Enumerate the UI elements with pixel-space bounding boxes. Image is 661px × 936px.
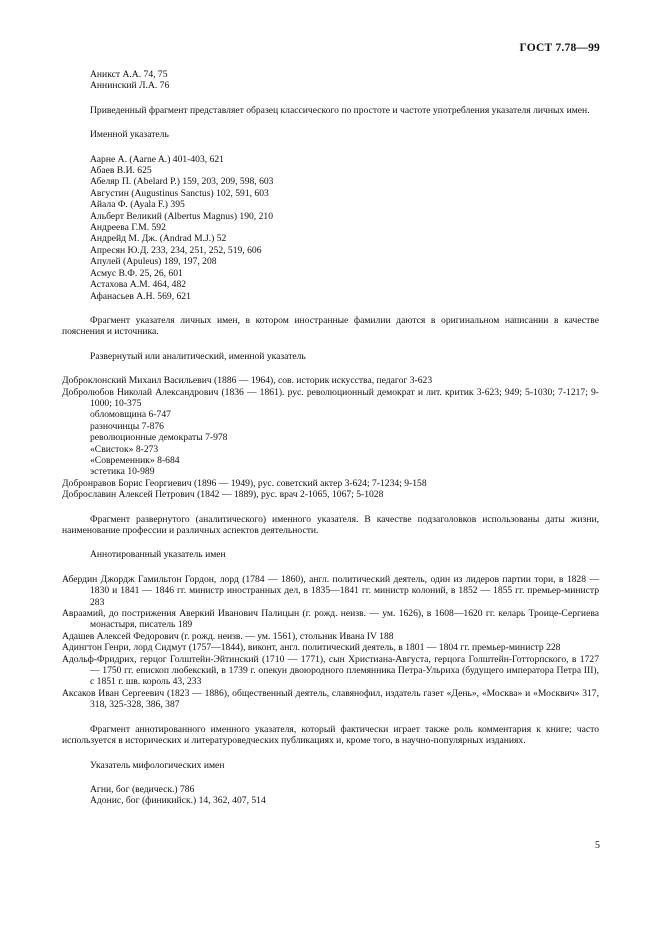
page-content <box>62 69 599 807</box>
section-heading: Развернутый или аналитический, именной указатель <box>90 350 306 362</box>
explanatory-note: Фрагмент указателя личных имен, в котором иностранные фамилии даются в оригинальном написании в качестве пояснения и источника. <box>62 314 599 338</box>
index-entry: Апулей (Apuleus) 189, 197, 208 <box>90 256 217 268</box>
index-entry: Андреева Г.М. 592 <box>90 222 166 234</box>
standard-header: ГОСТ 7.78—99 <box>519 42 600 54</box>
index-entry: Афанасьев А.Н. 569, 621 <box>90 290 191 302</box>
index-entry: Аарне А. (Aarne A.) 401-403, 621 <box>90 153 224 165</box>
index-entry: Добролюбов Николай Александрович (1836 — 1861). рус. революционный демократ и лит. критик 3-623; 949; 5-1030; 7-1217; 9-1000; 10-375 <box>62 386 599 409</box>
index-entry: Аксаков Иван Сергеевич (1823 — 1886), общественный деятель, славянофил, издатель газет «День», «Москва» и «Москвич» 317, 318, 325-328, 386, 387 <box>62 687 599 711</box>
page-number: 5 <box>595 840 600 851</box>
explanatory-note: Фрагмент аннотированного именного указателя, который фактически играет также роль комментария к книге; часто используется в исторических и литературоведческих публикациях и, кроме того, в научно-популярных изданиях. <box>62 723 599 747</box>
index-subentry: «Свисток» 8-273 <box>90 443 159 455</box>
index-entry: Андрейд М. Дж. (Andrad M.J.) 52 <box>90 233 227 245</box>
index-entry: Айала Ф. (Ayala F.) 395 <box>90 199 185 211</box>
explanatory-note: Приведенный фрагмент представляет образец классического по простоте и частоте употребления указателя личных имен. <box>90 104 590 116</box>
index-entry: Абеляр П. (Abelard P.) 159, 203, 209, 598, 603 <box>90 176 274 188</box>
index-subentry: эстетика 10-989 <box>90 466 155 478</box>
index-entry: Адольф-Фридрих, герцог Голштейн-Эйтинский (1710 — 1771), сын Христиана-Августа, герцога Голштейн-Готторпского, в 1727 — 1750 гг. епископ любекский, в 1739 г. опекун двоюродного племянника Петра-Ульриха (будущего императора Петра III), с 1851 г. шв. король 43, 233 <box>62 653 599 688</box>
index-subentry: революционные демократы 7-978 <box>90 432 228 444</box>
index-entry: Аникст А.А. 74, 75 <box>90 69 168 80</box>
index-entry: Авраамий, до пострижения Аверкий Иванович Палицын (г. рожд. неизв. — ум. 1626), в 1608—1620 гг. келарь Троице-Сергиева монастыря, писатель 189 <box>62 608 599 631</box>
index-entry: Альберт Великий (Albertus Magnus) 190, 210 <box>90 210 273 222</box>
index-subentry: разночинцы 7-876 <box>90 420 164 432</box>
index-entry: Агни, бог (ведическ.) 786 <box>90 783 195 795</box>
index-subentry: обломовщина 6-747 <box>90 409 171 421</box>
index-entry: Адашев Алексей Федорович (г. рожд. неизв. — ум. 1561), стольник Ивана IV 188 <box>62 630 394 642</box>
index-entry: Доброклонский Михаил Васильевич (1886 — 1964), сов. историк искусства, педагог 3-623 <box>62 375 433 387</box>
index-entry: Астахова А.М. 464, 482 <box>90 279 187 291</box>
index-entry: Августин (Augustinus Sanctus) 102, 591, 603 <box>90 187 269 199</box>
index-subentry: «Современник» 8-684 <box>90 454 180 466</box>
index-entry: Абаев В.И. 625 <box>90 165 152 177</box>
index-entry: Добронравов Борис Георгиевич (1896 — 1949), рус. советский актер 3-624; 7-1234; 9-158 <box>62 477 427 489</box>
section-heading: Именной указатель <box>90 129 169 141</box>
index-entry: Асмус В.Ф. 25, 26, 601 <box>90 267 183 279</box>
index-entry: Адингтон Генри, лорд Сидмут (1757—1844), виконт, англ. политический деятель, в 1801 — 1804 гг. премьер-министр 228 <box>62 642 561 654</box>
section-heading: Указатель мифологических имен <box>90 759 225 771</box>
index-entry: Абердин Джордж Гамильтон Гордон, лорд (1784 — 1860), англ. политический деятель, один из лидеров партии тори, в 1828 — 1830 и 1841 — 1846 гг. министр иностранных дел, в 1835—1841 гг. министр колоний, в 1852 — 1855 гг. премьер-министр 283 <box>62 573 599 608</box>
index-entry: Доброславин Алексей Петрович (1842 — 1889), рус. врач 2-1065, 1067; 5-1028 <box>62 489 384 501</box>
index-entry: Апресян Ю.Д. 233, 234, 251, 252, 519, 606 <box>90 244 262 256</box>
explanatory-note: Фрагмент развернутого (аналитического) именного указателя. В качестве подзаголовков использованы даты жизни, наименование профессии и различных аспектов деятельности. <box>62 513 599 536</box>
index-entry: Аннинский Л.А. 76 <box>90 80 170 92</box>
section-heading: Аннотированный указатель имен <box>90 549 226 561</box>
index-entry: Адонис, бог (финикийск.) 14, 362, 407, 514 <box>90 795 266 807</box>
